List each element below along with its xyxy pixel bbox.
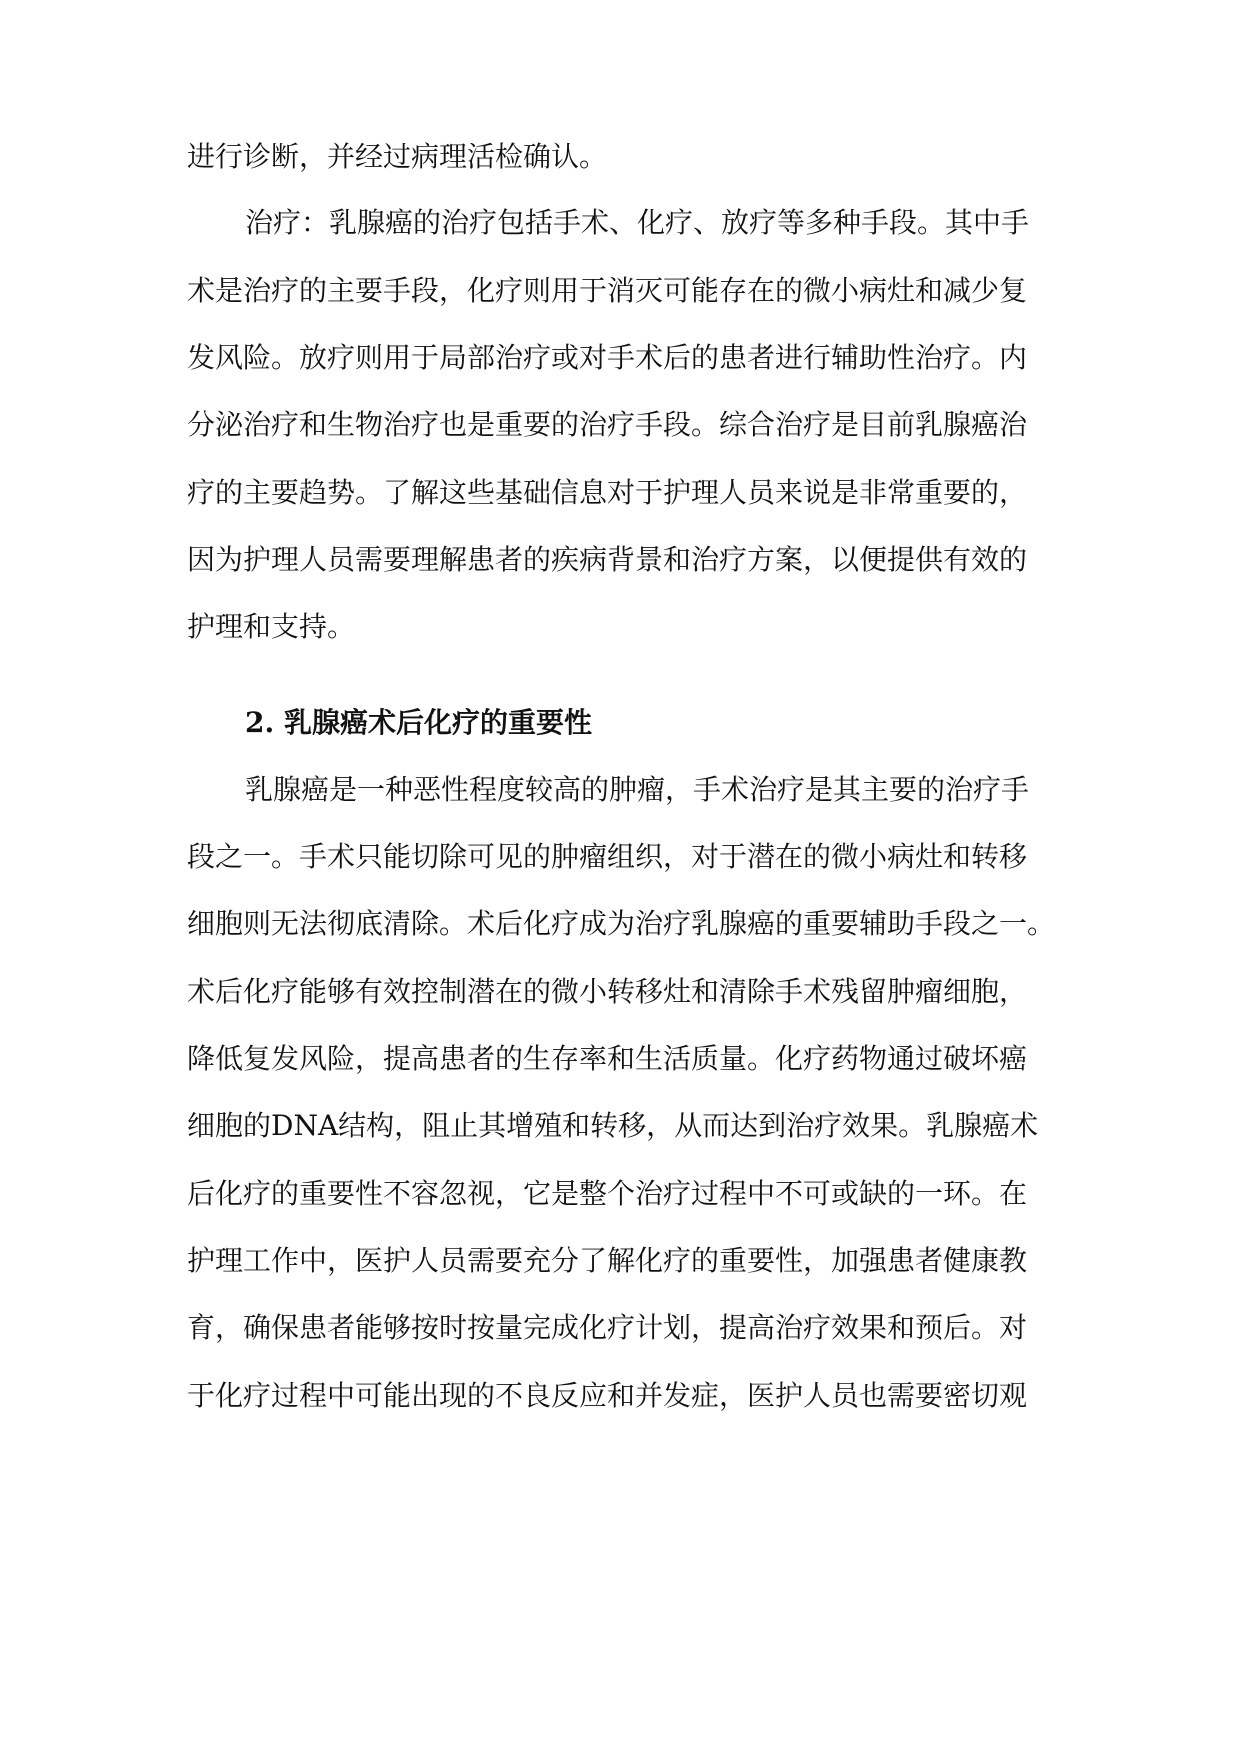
paragraph-line: 育，确保患者能够按时按量完成化疗计划，提高治疗效果和预后。对 [187, 1311, 1028, 1344]
paragraph-line: 后化疗的重要性不容忽视，它是整个治疗过程中不可或缺的一环。在 [187, 1177, 1028, 1210]
paragraph-line: 发风险。放疗则用于局部治疗或对手术后的患者进行辅助性治疗。内 [187, 341, 1028, 374]
paragraph-line: 细胞则无法彻底清除。术后化疗成为治疗乳腺癌的重要辅助手段之一。 [187, 907, 1056, 940]
paragraph-line: 护理工作中，医护人员需要充分了解化疗的重要性，加强患者健康教 [187, 1244, 1028, 1277]
paragraph-line: 细胞的DNA结构，阻止其增殖和转移，从而达到治疗效果。乳腺癌术 [187, 1109, 1039, 1142]
paragraph-line: 因为护理人员需要理解患者的疾病背景和治疗方案，以便提供有效的 [187, 543, 1028, 576]
paragraph-line: 术是治疗的主要手段，化疗则用于消灭可能存在的微小病灶和减少复 [187, 274, 1028, 307]
paragraph-line: 分泌治疗和生物治疗也是重要的治疗手段。综合治疗是目前乳腺癌治 [187, 408, 1028, 441]
paragraph-line: 治疗：乳腺癌的治疗包括手术、化疗、放疗等多种手段。其中手 [245, 206, 1030, 239]
paragraph-line: 于化疗过程中可能出现的不良反应和并发症，医护人员也需要密切观 [187, 1379, 1028, 1412]
paragraph-line: 术后化疗能够有效控制潜在的微小转移灶和清除手术残留肿瘤细胞， [187, 975, 1028, 1008]
paragraph-line: 降低复发风险，提高患者的生存率和生活质量。化疗药物通过破坏癌 [187, 1042, 1028, 1075]
paragraph-line: 段之一。手术只能切除可见的肿瘤组织，对于潜在的微小病灶和转移 [187, 840, 1028, 873]
paragraph-line: 乳腺癌是一种恶性程度较高的肿瘤，手术治疗是其主要的治疗手 [245, 773, 1030, 806]
paragraph-line: 护理和支持。 [187, 610, 356, 643]
paragraph-line: 进行诊断，并经过病理活检确认。 [187, 140, 608, 173]
section-heading: 2. 乳腺癌术后化疗的重要性 [245, 706, 592, 739]
paragraph-line: 疗的主要趋势。了解这些基础信息对于护理人员来说是非常重要的， [187, 476, 1028, 509]
